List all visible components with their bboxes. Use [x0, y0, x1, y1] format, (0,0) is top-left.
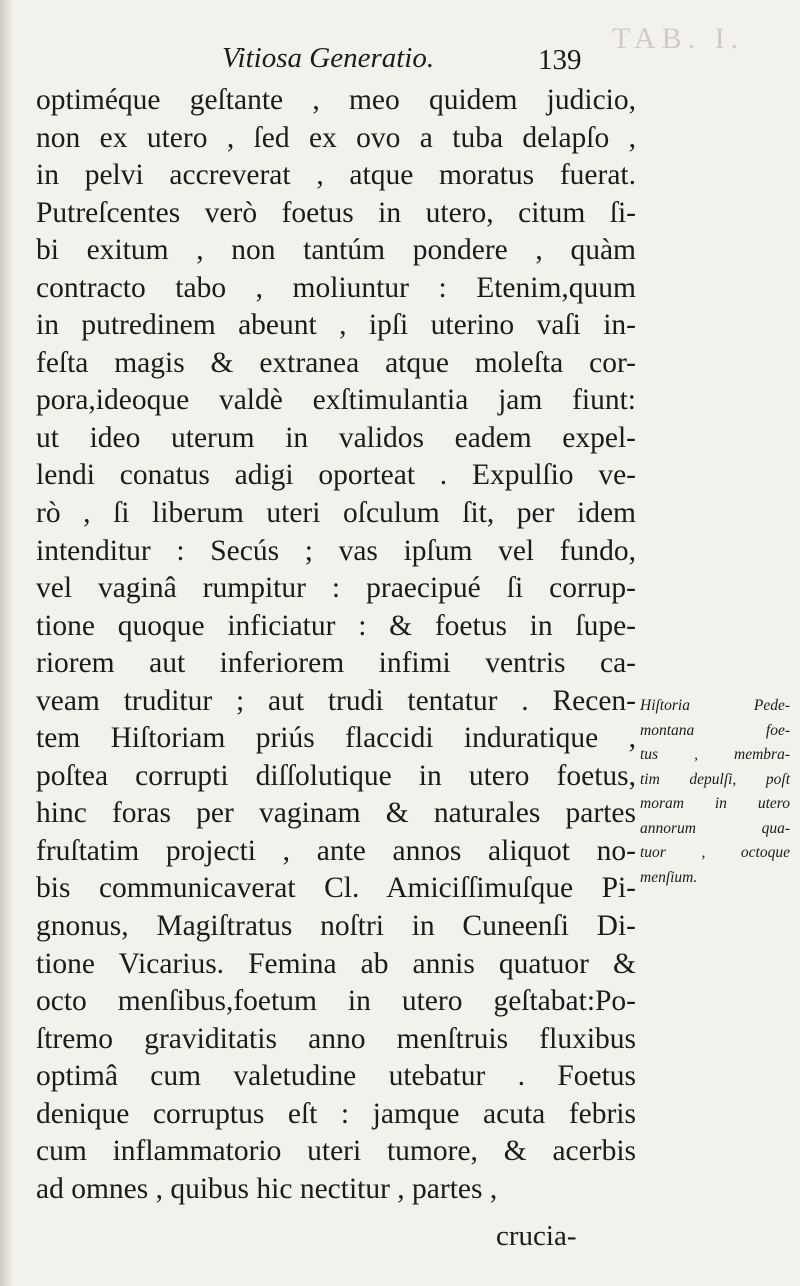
marginal-note-line: annorum qua-: [640, 819, 790, 837]
text-line: fruſtatim projecti , ante annos aliquot no-: [36, 834, 636, 867]
text-line: pora,ideoque valdè exſtimulantia jam fiunt:: [36, 384, 636, 417]
marginal-note-line: menſium.: [640, 868, 698, 886]
text-line: poſtea corrupti diſſolutique in utero foetus,: [36, 759, 636, 792]
text-line: optimâ cum valetudine utebatur . Foetus: [36, 1060, 636, 1093]
text-line: denique corruptus eſt : jamque acuta febris: [36, 1097, 636, 1130]
body-text: [36, 82, 636, 1208]
marginal-note-line: moram in utero: [640, 795, 790, 812]
text-line: optiméque geſtante , meo quidem judicio,: [36, 84, 636, 116]
text-line: tione quoque inficiatur : & foetus in ſupe-: [36, 609, 636, 642]
text-line: vel vaginâ rumpitur : praecipué ſi corrup-: [36, 572, 636, 605]
text-line: intenditur : Secús ; vas ipſum vel fundo,: [36, 534, 636, 567]
text-line: octo menſibus,foetum in utero geſtabat:Po-: [36, 985, 636, 1018]
page-number: 139: [538, 44, 582, 76]
marginal-note: [640, 694, 790, 890]
marginal-note-line: tim depulſi, poſt: [640, 770, 790, 788]
text-line: Putreſcentes verò foetus in utero, citum ſi-: [36, 196, 636, 229]
text-line: tem Hiſtoriam priús flaccidi induratique ,: [36, 722, 636, 755]
marginal-note-line: montana foe-: [640, 721, 790, 739]
marginal-note-line: tuor , octoque: [640, 844, 790, 861]
running-title: Vitiosa Generatio.: [222, 42, 435, 74]
text-line: bis communicaverat Cl. Amiciſſimuſque Pi-: [36, 872, 636, 905]
text-line: riorem aut inferiorem infimi ventris ca-: [36, 647, 636, 680]
bleed-through-text: TAB. I.: [612, 22, 745, 55]
marginal-note-line: tus , membra-: [640, 746, 790, 763]
page-gutter-shadow: [0, 0, 14, 1286]
text-line: feſta magis & extranea atque moleſta cor-: [36, 346, 636, 379]
catchword: crucia-: [496, 1220, 577, 1252]
text-line: ad omnes , quibus hic nectitur , partes ,: [36, 1172, 498, 1205]
text-line: in putredinem abeunt , ipſi uterino vaſi in-: [36, 309, 636, 342]
text-line: contracto tabo , moliuntur : Etenim,quum: [36, 271, 636, 304]
text-line: gnonus, Magiſtratus noſtri in Cuneenſi Di-: [36, 910, 636, 943]
text-line: ut ideo uterum in validos eadem expel-: [36, 421, 636, 454]
text-line: lendi conatus adigi oporteat . Expulſio ve-: [36, 459, 636, 492]
text-line: non ex utero , ſed ex ovo a tuba delapſo ,: [36, 121, 636, 154]
text-line: bi exitum , non tantúm pondere , quàm: [36, 234, 636, 267]
text-line: veam truditur ; aut trudi tentatur . Recen-: [36, 684, 636, 717]
text-line: rò , ſi liberum uteri oſculum ſit, per idem: [36, 497, 636, 530]
marginal-note-line: Hiſtoria Pede-: [640, 697, 790, 714]
text-line: hinc foras per vaginam & naturales partes: [36, 797, 636, 830]
text-line: ſtremo graviditatis anno menſtruis fluxibus: [36, 1022, 636, 1055]
text-line: cum inflammatorio uteri tumore, & acerbis: [36, 1135, 636, 1168]
text-line: in pelvi accreverat , atque moratus fuerat.: [36, 159, 636, 192]
text-line: tione Vicarius. Femina ab annis quatuor &: [36, 947, 636, 980]
